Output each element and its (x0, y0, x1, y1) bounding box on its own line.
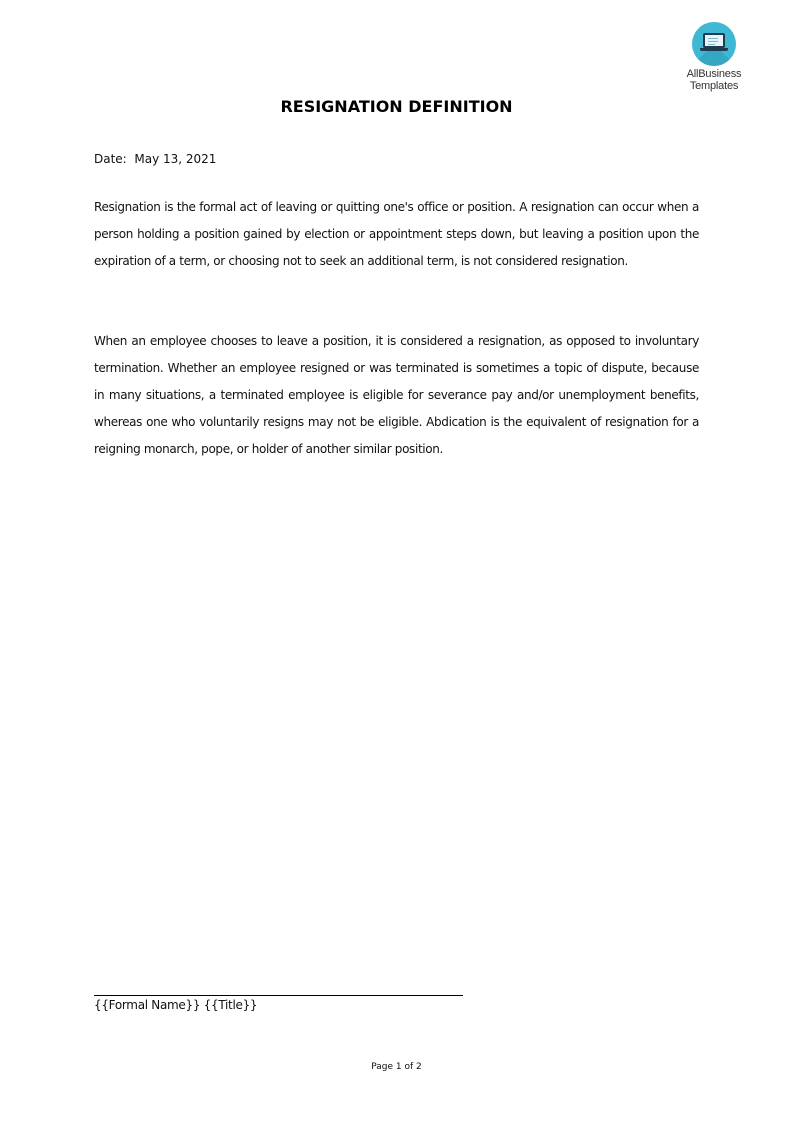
document-title: RESIGNATION DEFINITION (280, 97, 513, 116)
signature-placeholder: {{Formal Name}} {{Title}} (94, 998, 258, 1012)
date-label: Date: (94, 152, 127, 166)
page-number: Page 1 of 2 (371, 1062, 422, 1072)
paragraph-employee-resignation: When an employee chooses to leave a position, it is considered a resignation, as opposed to involuntary termination. Whether an employee resigned or was terminated is sometimes a topic of dispute, because in many situations, a terminated employee is eligible for severance pay and/or unemployment benefits, whereas one who voluntarily resigns may not be eligible. Abdication is the equivalent of resignation for a reigning monarch, pope, or holder of another similar position. (94, 334, 699, 456)
paragraph-definition: Resignation is the formal act of leaving or quitting one's office or position. A resignation can occur when a person holding a position gained by election or appointment steps down, but leaving a position upon the expiration of a term, or choosing not to seek an additional term, is not considered resignation. (94, 200, 699, 268)
signature-line (94, 995, 463, 996)
date-line (94, 152, 216, 166)
allbusiness-templates-logo (678, 22, 750, 92)
laptop-icon (703, 33, 725, 48)
logo-text (678, 68, 750, 92)
logo-circle (692, 22, 736, 66)
logo-text-line2: Templates (689, 80, 739, 92)
date-value: May 13, 2021 (134, 152, 217, 166)
logo-text-line1: AllBusiness (686, 68, 742, 80)
laptop-base (700, 48, 728, 51)
